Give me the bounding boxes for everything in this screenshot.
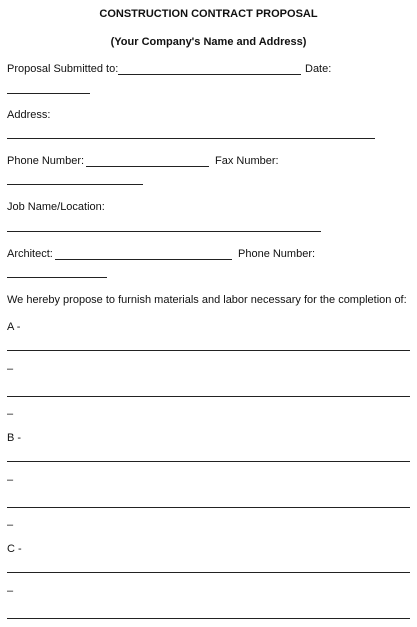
item-b-dash-1: – [7, 474, 14, 486]
item-a-dash-2: – [7, 408, 14, 420]
date-line[interactable] [7, 93, 90, 94]
document-title: CONSTRUCTION CONTRACT PROPOSAL [99, 8, 318, 20]
intro-text: We hereby propose to furnish materials and labor necessary for the completion of: [7, 294, 407, 306]
item-b-dash-2: – [7, 519, 14, 531]
proposal-submitted-to-line[interactable] [118, 74, 301, 75]
item-c-dash-1: – [7, 585, 14, 597]
phone-number-line[interactable] [86, 166, 209, 167]
item-a-label: A - [7, 321, 21, 333]
architect-label: Architect: [7, 248, 53, 260]
item-b-line-2[interactable] [7, 507, 410, 508]
address-label: Address: [7, 109, 51, 121]
item-c-label: C - [7, 543, 22, 555]
architect-line[interactable] [55, 259, 232, 260]
item-a-line[interactable] [7, 350, 410, 351]
architect-phone-number-line[interactable] [7, 277, 107, 278]
proposal-submitted-to-label: Proposal Submitted to: [7, 63, 119, 75]
architect-phone-number-label: Phone Number: [238, 248, 316, 260]
phone-number-label: Phone Number: [7, 155, 85, 167]
item-c-line-2[interactable] [7, 618, 410, 619]
item-b-line[interactable] [7, 461, 410, 462]
item-c-line[interactable] [7, 572, 410, 573]
fax-number-line[interactable] [7, 184, 143, 185]
job-name-location-label: Job Name/Location: [7, 201, 105, 213]
item-a-line-2[interactable] [7, 396, 410, 397]
fax-number-label: Fax Number: [215, 155, 279, 167]
date-label: Date: [305, 63, 332, 75]
item-b-label: B - [7, 432, 22, 444]
company-name-address: (Your Company's Name and Address) [110, 36, 307, 48]
item-a-dash-1: – [7, 363, 14, 375]
address-line[interactable] [7, 138, 375, 139]
job-name-location-line[interactable] [7, 231, 321, 232]
